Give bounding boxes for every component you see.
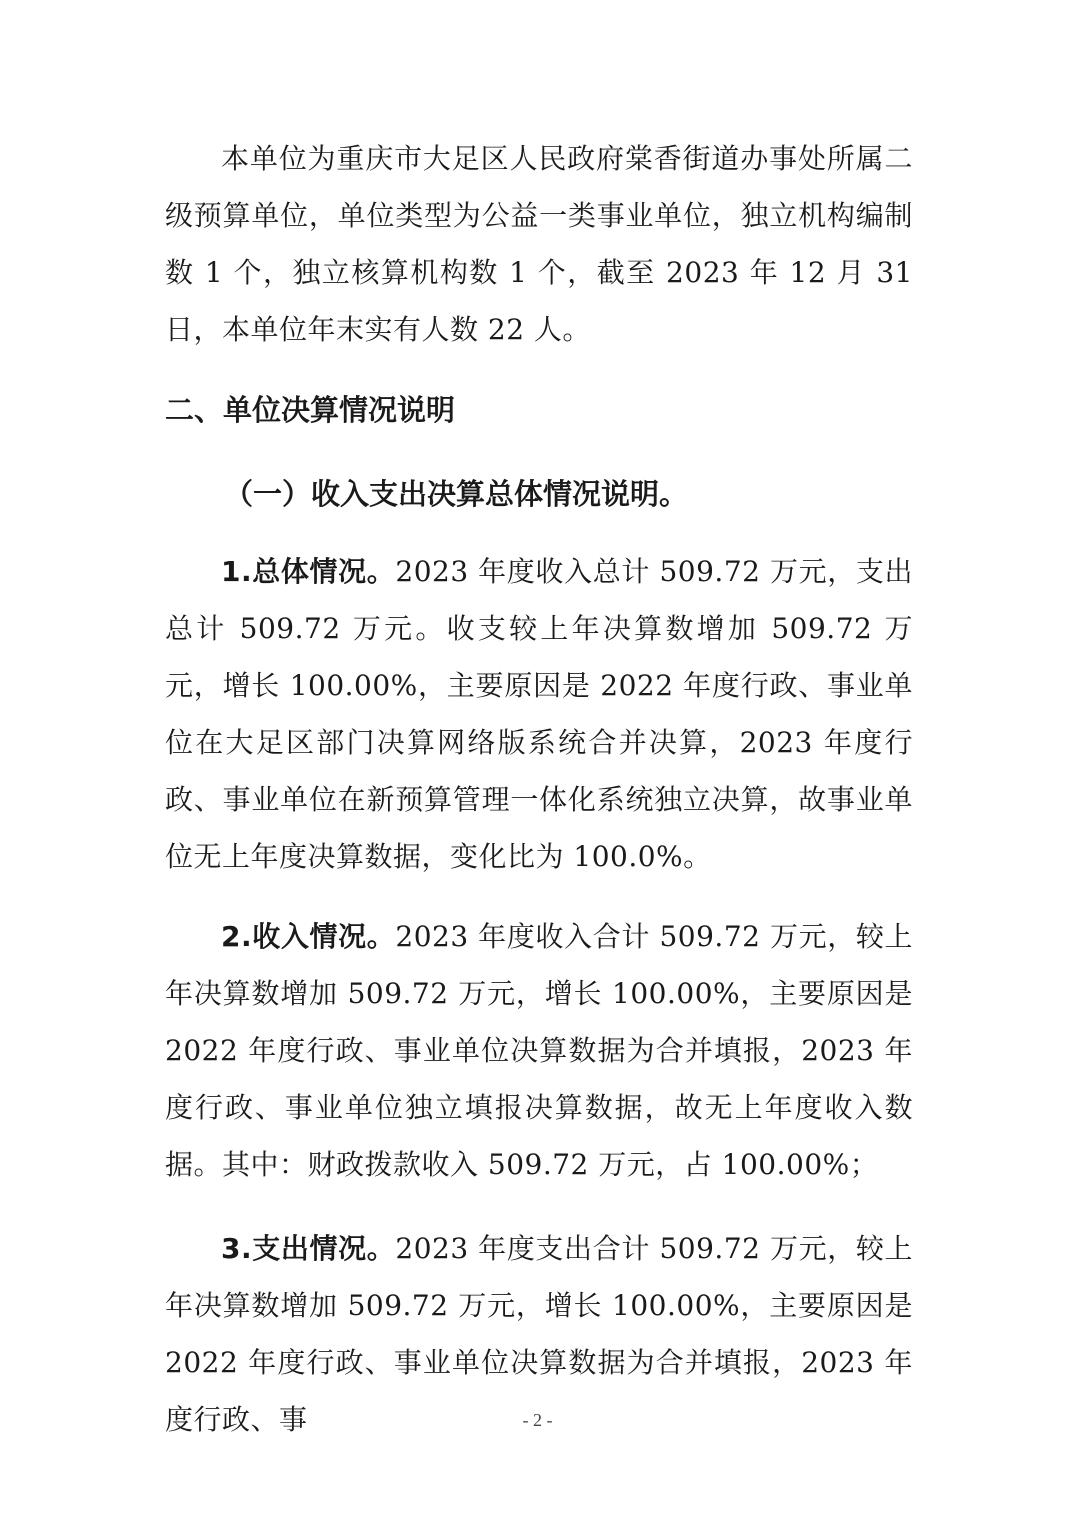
expense-text: 2023 年度支出合计 509.72 万元，较上年决算数增加 509.72 万元，增长 100.00%，主要原因是 2022 年度行政、事业单位决算数据为合并填报，2023 年度行政、事 <box>165 1232 913 1436</box>
overall-text: 2023 年度收入总计 509.72 万元，支出总计 509.72 万元。收支较上年决算数增加 509.72 万元，增长 100.00%，主要原因是 2022 年度行政、事业单位在大足区部门决算网络版系统合并决算，2023 年度行政、事业单位在新预算管理一体化系统独立决算，故事业单位无上年度决算数据，变化比为 100.0%。 <box>165 555 913 873</box>
income-lead: 2.收入情况。 <box>221 920 396 953</box>
section-title: 二、单位决算情况说明 <box>165 393 456 427</box>
subsection-title: （一）收入支出决算总体情况说明。 <box>224 477 689 511</box>
income-text: 2023 年度收入合计 509.72 万元，较上年决算数增加 509.72 万元，增长 100.00%，主要原因是 2022 年度行政、事业单位决算数据为合并填报，2023 年度行政、事业单位独立填报决算数据，故无上年度收入数据。其中：财政拨款收入 509.72 万元，占 100.00%； <box>165 920 913 1181</box>
income-paragraph <box>165 908 913 1193</box>
intro-text: 本单位为重庆市大足区人民政府棠香街道办事处所属二级预算单位，单位类型为公益一类事业单位，独立机构编制数 1 个，独立核算机构数 1 个，截至 2023 年 12 月 31 日，本单位年末实有人数 22 人。 <box>165 142 913 346</box>
page-number: - 2 - <box>522 1410 553 1430</box>
overall-paragraph <box>165 543 913 885</box>
overall-lead: 1.总体情况。 <box>221 555 396 588</box>
expense-lead: 3.支出情况。 <box>221 1232 396 1265</box>
intro-paragraph <box>165 130 913 358</box>
